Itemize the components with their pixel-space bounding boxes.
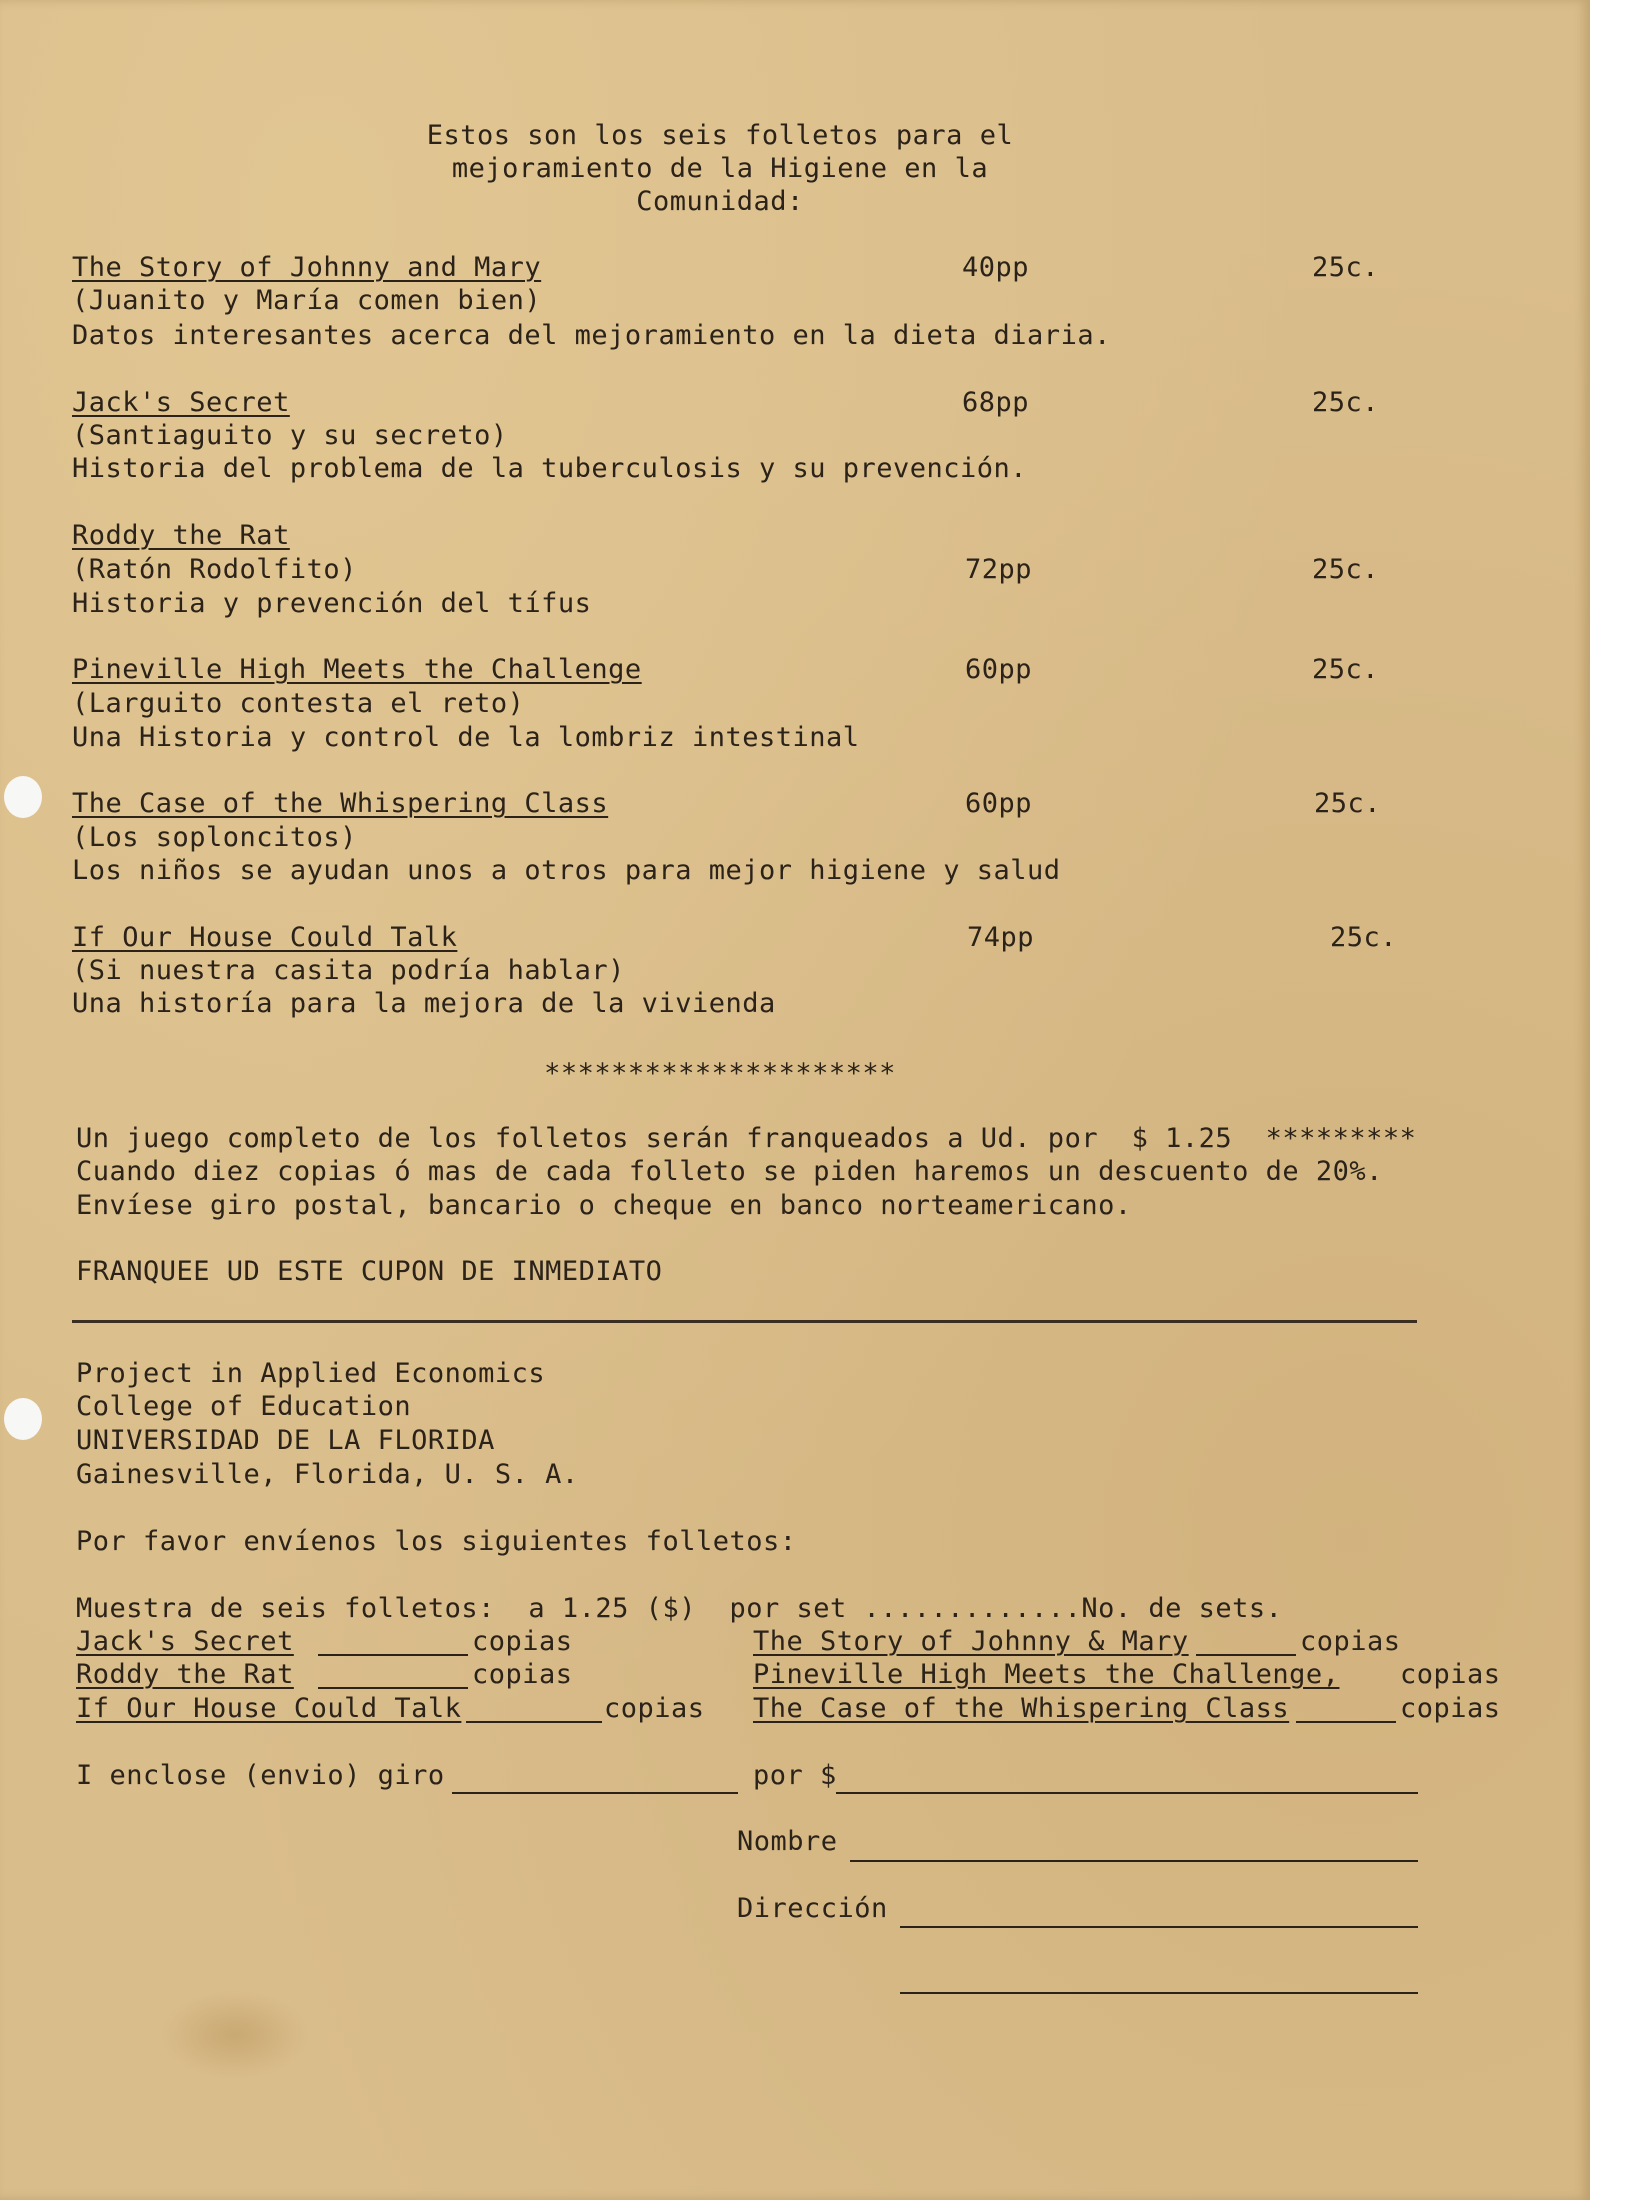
order-prompt: Por favor envíenos los siguientes folletos: — [76, 1526, 797, 1557]
amount-label: por $ — [753, 1760, 837, 1791]
booklet-title: The Story of Johnny and Mary — [72, 252, 542, 283]
address-line: Project in Applied Economics — [76, 1358, 546, 1389]
punch-hole — [4, 776, 42, 818]
copies-field[interactable] — [318, 1654, 468, 1656]
header-line: Estos son los seis folletos para el — [426, 120, 1014, 151]
booklet-pages: 60pp — [965, 654, 1033, 685]
booklet-description: Una historía para la mejora de la vivienda — [72, 988, 776, 1019]
booklet-pages: 72pp — [965, 554, 1033, 585]
copias-label: copias — [1300, 1626, 1401, 1657]
booklet-pages: 74pp — [967, 922, 1035, 953]
booklet-subtitle: (Juanito y María comen bien) — [72, 285, 542, 316]
order-item-right: The Story of Johnny & Mary — [753, 1626, 1189, 1657]
booklet-subtitle: (Los soploncitos) — [72, 822, 357, 853]
amount-field[interactable] — [836, 1792, 1418, 1794]
copies-field[interactable] — [1196, 1654, 1296, 1656]
copias-label: copias — [1400, 1659, 1501, 1690]
address-line: College of Education — [76, 1391, 412, 1422]
booklet-title: If Our House Could Talk — [72, 922, 458, 953]
booklet-title: The Case of the Whispering Class — [72, 788, 609, 819]
name-label: Nombre — [737, 1826, 838, 1857]
header-line: mejoramiento de la Higiene en la — [451, 153, 989, 184]
booklet-subtitle: (Larguito contesta el reto) — [72, 688, 525, 719]
order-item-left: If Our House Could Talk — [76, 1693, 462, 1724]
copias-label: copias — [472, 1626, 573, 1657]
booklet-price: 25c. — [1330, 922, 1398, 953]
booklet-pages: 40pp — [962, 252, 1030, 283]
copies-field[interactable] — [1296, 1721, 1396, 1723]
coupon-notice: FRANQUEE UD ESTE CUPON DE INMEDIATO — [76, 1256, 663, 1287]
money-order-field[interactable] — [452, 1792, 738, 1794]
booklet-pages: 60pp — [965, 788, 1033, 819]
punch-hole — [4, 1398, 42, 1440]
booklet-price: 25c. — [1312, 387, 1380, 418]
enclose-label: I enclose (envio) giro — [76, 1760, 445, 1791]
address-field[interactable] — [900, 1926, 1418, 1928]
header-line: Comunidad: — [636, 186, 804, 217]
address-label: Dirección — [737, 1893, 888, 1924]
paper-stain — [160, 1990, 310, 2080]
booklet-description: Una Historia y control de la lombriz intestinal — [72, 722, 860, 753]
name-field[interactable] — [850, 1860, 1418, 1862]
address-field-2[interactable] — [900, 1992, 1418, 1994]
booklet-description: Historia del problema de la tuberculosis y su prevención. — [72, 453, 1028, 484]
booklet-price: 25c. — [1312, 554, 1380, 585]
copies-field[interactable] — [318, 1687, 468, 1689]
booklet-pages: 68pp — [962, 387, 1030, 418]
order-item-right: Pineville High Meets the Challenge, — [753, 1659, 1340, 1690]
booklet-price: 25c. — [1312, 252, 1380, 283]
set-order-line: Muestra de seis folletos: a 1.25 ($) por set .............No. de sets. — [76, 1593, 1283, 1624]
copias-label: copias — [1400, 1693, 1501, 1724]
copias-label: copias — [604, 1693, 705, 1724]
booklet-title: Jack's Secret — [72, 387, 290, 418]
offer-line: Un juego completo de los folletos serán franqueados a Ud. por $ 1.25 ********* — [76, 1123, 1417, 1154]
booklet-title: Roddy the Rat — [72, 520, 290, 551]
booklet-description: Datos interesantes acerca del mejoramiento en la dieta diaria. — [72, 320, 1111, 351]
address-line: UNIVERSIDAD DE LA FLORIDA — [76, 1425, 495, 1456]
booklet-description: Historia y prevención del tífus — [72, 588, 592, 619]
booklet-price: 25c. — [1314, 788, 1382, 819]
offer-line: Cuando diez copias ó mas de cada folleto se piden haremos un descuento de 20%. — [76, 1156, 1383, 1187]
asterisk-separator: ********************* — [544, 1058, 896, 1089]
booklet-subtitle: (Si nuestra casita podría hablar) — [72, 955, 625, 986]
order-item-left: Roddy the Rat — [76, 1659, 294, 1690]
booklet-subtitle: (Santiaguito y su secreto) — [72, 420, 508, 451]
booklet-description: Los niños se ayudan unos a otros para mejor higiene y salud — [72, 855, 1061, 886]
order-item-left: Jack's Secret — [76, 1626, 294, 1657]
coupon-divider — [72, 1320, 1417, 1323]
offer-line: Envíese giro postal, bancario o cheque en banco norteamericano. — [76, 1190, 1132, 1221]
booklet-subtitle: (Ratón Rodolfito) — [72, 554, 357, 585]
address-line: Gainesville, Florida, U. S. A. — [76, 1459, 579, 1490]
booklet-title: Pineville High Meets the Challenge — [72, 654, 642, 685]
booklet-price: 25c. — [1312, 654, 1380, 685]
copies-field[interactable] — [466, 1721, 602, 1723]
copias-label: copias — [472, 1659, 573, 1690]
order-item-right: The Case of the Whispering Class — [753, 1693, 1290, 1724]
